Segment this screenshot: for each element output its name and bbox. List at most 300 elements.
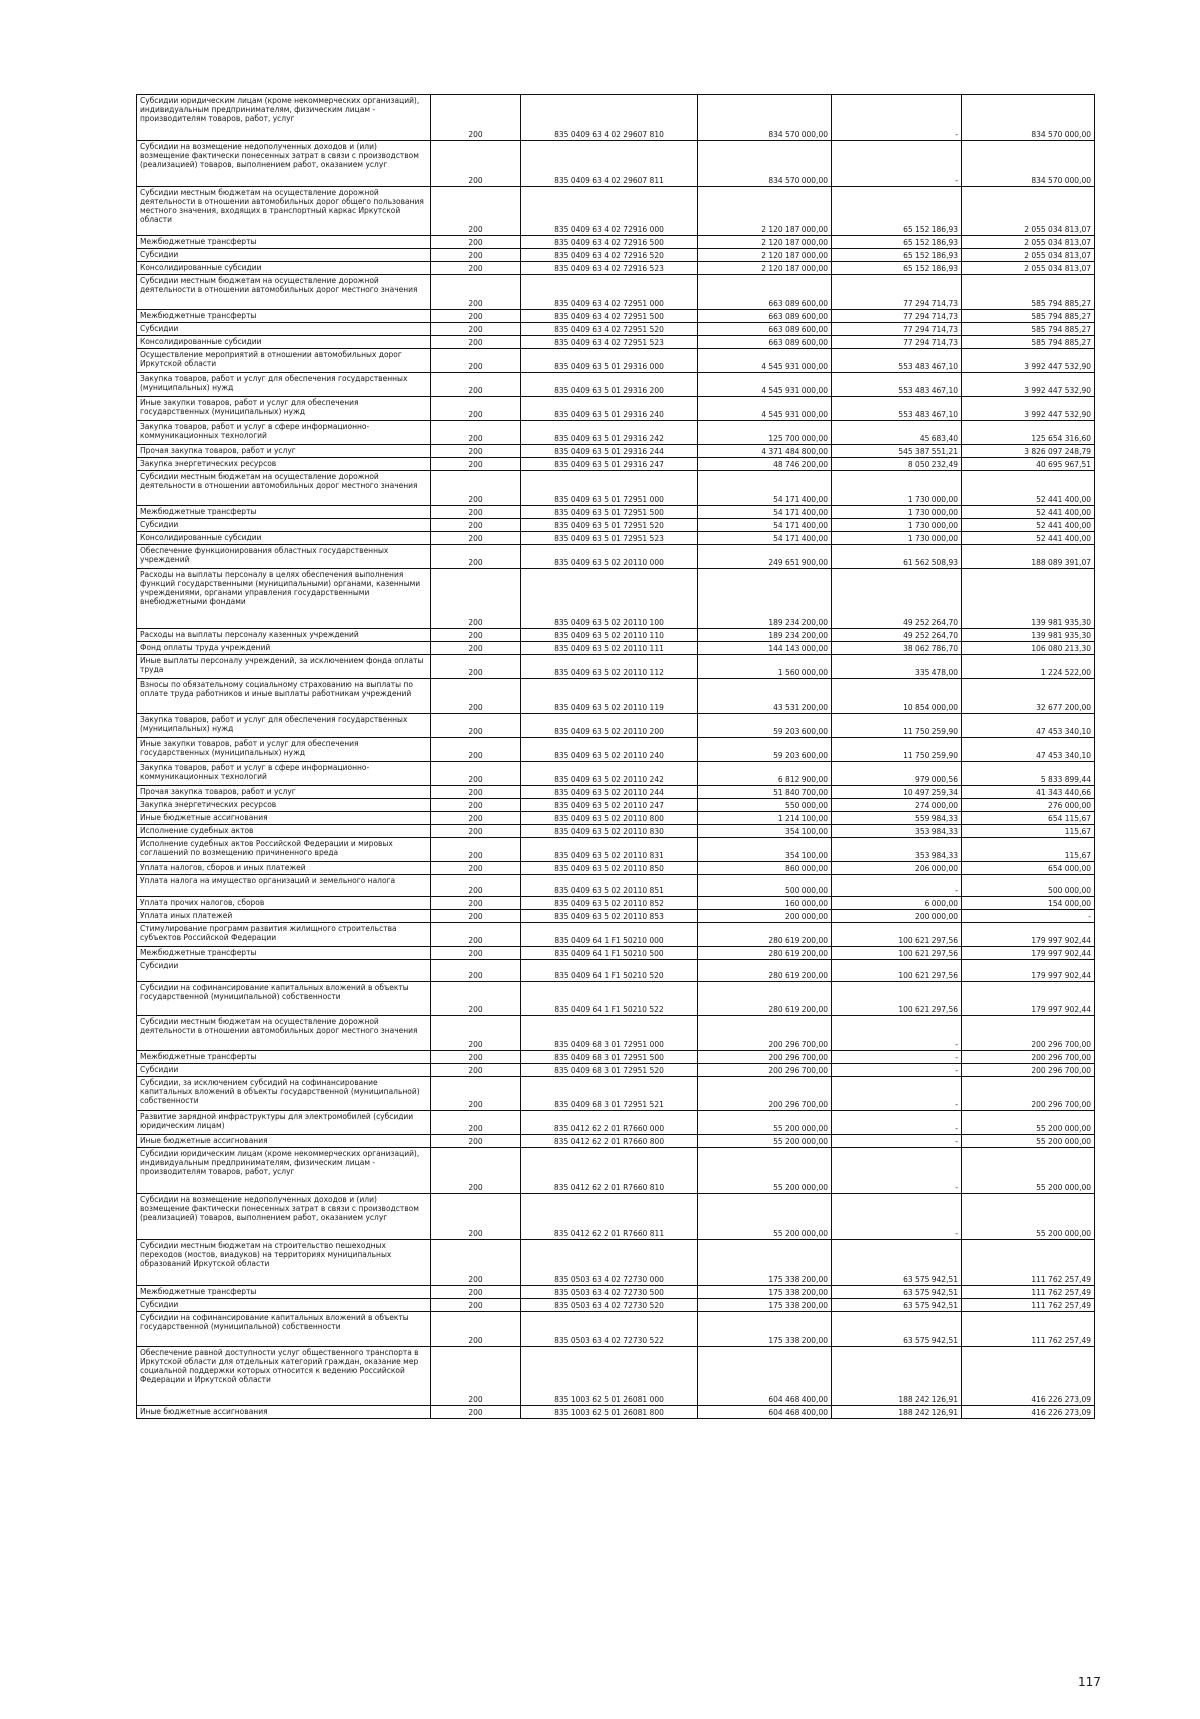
row-approved-amount: 2 120 187 000,00 <box>698 236 832 249</box>
row-code: 200 <box>431 336 521 349</box>
row-code: 200 <box>431 458 521 471</box>
row-code: 200 <box>431 1064 521 1077</box>
row-approved-amount: 200 296 700,00 <box>698 1016 832 1051</box>
row-budget-classification: 835 0409 63 5 02 20110 100 <box>521 569 698 629</box>
row-budget-classification: 835 0409 63 5 01 29316 000 <box>521 349 698 373</box>
row-name: Осуществление мероприятий в отношении автомобильных дорог Иркутской области <box>137 349 431 373</box>
row-name: Расходы на выплаты персоналу казенных учреждений <box>137 629 431 642</box>
table-row <box>137 1077 1095 1111</box>
row-budget-classification: 835 0412 62 2 01 R7660 800 <box>521 1135 698 1148</box>
table-row <box>137 349 1095 373</box>
row-remaining-amount: 115,67 <box>962 825 1095 838</box>
table-row <box>137 655 1095 679</box>
row-executed-amount: 11 750 259,90 <box>832 714 962 738</box>
row-name: Субсидии на возмещение недополученных доходов и (или) возмещение фактически понесенных затрат в связи с производством (реализацией) товаров, выполнением работ, оказанием услуг <box>137 1194 431 1240</box>
row-approved-amount: 59 203 600,00 <box>698 714 832 738</box>
row-remaining-amount: 139 981 935,30 <box>962 569 1095 629</box>
row-approved-amount: 55 200 000,00 <box>698 1194 832 1240</box>
row-budget-classification: 835 0409 63 5 01 72951 520 <box>521 519 698 532</box>
row-remaining-amount: 55 200 000,00 <box>962 1135 1095 1148</box>
row-code: 200 <box>431 923 521 947</box>
row-executed-amount: - <box>832 875 962 897</box>
row-code: 200 <box>431 1077 521 1111</box>
row-budget-classification: 835 1003 62 5 01 26081 000 <box>521 1347 698 1406</box>
table-row <box>137 506 1095 519</box>
row-budget-classification: 835 0409 63 5 02 20110 850 <box>521 862 698 875</box>
row-code: 200 <box>431 786 521 799</box>
row-approved-amount: 55 200 000,00 <box>698 1135 832 1148</box>
table-row <box>137 910 1095 923</box>
row-approved-amount: 1 214 100,00 <box>698 812 832 825</box>
row-code: 200 <box>431 1406 521 1419</box>
table-row <box>137 1240 1095 1286</box>
table-row <box>137 982 1095 1016</box>
row-approved-amount: 189 234 200,00 <box>698 569 832 629</box>
row-remaining-amount: 55 200 000,00 <box>962 1148 1095 1194</box>
row-name: Расходы на выплаты персоналу в целях обеспечения выполнения функций государственными (муниципальными) органами, казенными учреждениями, органами управления государственными внебюджетными фондами <box>137 569 431 629</box>
row-executed-amount: 63 575 942,51 <box>832 1286 962 1299</box>
row-approved-amount: 663 089 600,00 <box>698 323 832 336</box>
row-remaining-amount: 834 570 000,00 <box>962 95 1095 141</box>
row-name: Межбюджетные трансферты <box>137 1286 431 1299</box>
row-executed-amount: - <box>832 95 962 141</box>
row-code: 200 <box>431 532 521 545</box>
row-remaining-amount: 200 296 700,00 <box>962 1064 1095 1077</box>
table-row <box>137 786 1095 799</box>
table-row <box>137 1312 1095 1347</box>
table-row <box>137 323 1095 336</box>
row-code: 200 <box>431 1016 521 1051</box>
row-approved-amount: 200 296 700,00 <box>698 1051 832 1064</box>
row-budget-classification: 835 0409 63 5 02 20110 244 <box>521 786 698 799</box>
row-approved-amount: 51 840 700,00 <box>698 786 832 799</box>
row-executed-amount: 274 000,00 <box>832 799 962 812</box>
row-budget-classification: 835 0409 63 5 01 72951 000 <box>521 471 698 506</box>
row-name: Субсидии <box>137 249 431 262</box>
row-approved-amount: 280 619 200,00 <box>698 947 832 960</box>
row-remaining-amount: 125 654 316,60 <box>962 421 1095 445</box>
row-executed-amount: 206 000,00 <box>832 862 962 875</box>
row-executed-amount: 10 497 259,34 <box>832 786 962 799</box>
row-name: Субсидии местным бюджетам на осуществление дорожной деятельности в отношении автомобильных дорог местного значения <box>137 471 431 506</box>
row-approved-amount: 834 570 000,00 <box>698 141 832 187</box>
row-budget-classification: 835 0409 64 1 F1 50210 000 <box>521 923 698 947</box>
row-name: Закупка энергетических ресурсов <box>137 458 431 471</box>
row-code: 200 <box>431 1286 521 1299</box>
page-number: 117 <box>1078 1675 1101 1689</box>
row-budget-classification: 835 0409 63 5 01 29316 200 <box>521 373 698 397</box>
row-code: 200 <box>431 545 521 569</box>
row-approved-amount: 2 120 187 000,00 <box>698 249 832 262</box>
row-name: Межбюджетные трансферты <box>137 236 431 249</box>
row-name: Стимулирование программ развития жилищного строительства субъектов Российской Федерации <box>137 923 431 947</box>
row-executed-amount: 65 152 186,93 <box>832 249 962 262</box>
row-budget-classification: 835 0409 63 5 02 20110 112 <box>521 655 698 679</box>
row-budget-classification: 835 0409 63 5 02 20110 242 <box>521 762 698 786</box>
row-name: Субсидии местным бюджетам на строительство пешеходных переходов (мостов, виадуков) на территориях муниципальных образований Иркутской области <box>137 1240 431 1286</box>
row-remaining-amount: 111 762 257,49 <box>962 1286 1095 1299</box>
row-name: Иные выплаты персоналу учреждений, за исключением фонда оплаты труда <box>137 655 431 679</box>
row-remaining-amount: 179 997 902,44 <box>962 960 1095 982</box>
row-remaining-amount: 585 794 885,27 <box>962 336 1095 349</box>
row-remaining-amount: 5 833 899,44 <box>962 762 1095 786</box>
row-name: Субсидии <box>137 1064 431 1077</box>
row-remaining-amount: 111 762 257,49 <box>962 1312 1095 1347</box>
row-name: Уплата налога на имущество организаций и земельного налога <box>137 875 431 897</box>
row-code: 200 <box>431 506 521 519</box>
row-code: 200 <box>431 1194 521 1240</box>
row-approved-amount: 834 570 000,00 <box>698 95 832 141</box>
row-remaining-amount: 834 570 000,00 <box>962 141 1095 187</box>
row-approved-amount: 200 000,00 <box>698 910 832 923</box>
row-budget-classification: 835 0409 68 3 01 72951 520 <box>521 1064 698 1077</box>
row-approved-amount: 160 000,00 <box>698 897 832 910</box>
row-remaining-amount: 2 055 034 813,07 <box>962 187 1095 236</box>
row-budget-classification: 835 0409 64 1 F1 50210 500 <box>521 947 698 960</box>
table-row <box>137 738 1095 762</box>
row-approved-amount: 550 000,00 <box>698 799 832 812</box>
table-row <box>137 519 1095 532</box>
row-budget-classification: 835 0409 63 4 02 72916 000 <box>521 187 698 236</box>
table-row <box>137 1051 1095 1064</box>
row-executed-amount: 77 294 714,73 <box>832 336 962 349</box>
table-row <box>137 762 1095 786</box>
row-budget-classification: 835 0409 64 1 F1 50210 522 <box>521 982 698 1016</box>
row-code: 200 <box>431 655 521 679</box>
row-approved-amount: 48 746 200,00 <box>698 458 832 471</box>
table-row <box>137 95 1095 141</box>
row-executed-amount: - <box>832 1194 962 1240</box>
row-remaining-amount: 47 453 340,10 <box>962 738 1095 762</box>
table-row <box>137 897 1095 910</box>
row-budget-classification: 835 0409 63 4 02 72916 520 <box>521 249 698 262</box>
row-code: 200 <box>431 910 521 923</box>
row-executed-amount: 979 000,56 <box>832 762 962 786</box>
row-name: Субсидии юридическим лицам (кроме некоммерческих организаций), индивидуальным предпринимателям, физическим лицам - производителям товаров, работ, услуг <box>137 95 431 141</box>
row-budget-classification: 835 1003 62 5 01 26081 800 <box>521 1406 698 1419</box>
table-row <box>137 642 1095 655</box>
row-approved-amount: 354 100,00 <box>698 825 832 838</box>
row-code: 200 <box>431 799 521 812</box>
row-executed-amount: - <box>832 1077 962 1111</box>
row-budget-classification: 835 0503 63 4 02 72730 522 <box>521 1312 698 1347</box>
row-code: 200 <box>431 323 521 336</box>
table-row <box>137 812 1095 825</box>
row-approved-amount: 175 338 200,00 <box>698 1312 832 1347</box>
row-executed-amount: 559 984,33 <box>832 812 962 825</box>
row-remaining-amount: 3 826 097 248,79 <box>962 445 1095 458</box>
row-name: Консолидированные субсидии <box>137 532 431 545</box>
row-budget-classification: 835 0409 63 5 02 20110 000 <box>521 545 698 569</box>
row-code: 200 <box>431 569 521 629</box>
row-code: 200 <box>431 1051 521 1064</box>
row-approved-amount: 175 338 200,00 <box>698 1299 832 1312</box>
row-executed-amount: - <box>832 1016 962 1051</box>
row-approved-amount: 54 171 400,00 <box>698 519 832 532</box>
row-executed-amount: 10 854 000,00 <box>832 679 962 714</box>
row-code: 200 <box>431 1111 521 1135</box>
row-remaining-amount: 585 794 885,27 <box>962 323 1095 336</box>
row-budget-classification: 835 0409 63 5 02 20110 800 <box>521 812 698 825</box>
row-budget-classification: 835 0409 63 4 02 72951 500 <box>521 310 698 323</box>
row-code: 200 <box>431 275 521 310</box>
row-budget-classification: 835 0409 63 4 02 29607 810 <box>521 95 698 141</box>
row-executed-amount: - <box>832 141 962 187</box>
row-approved-amount: 4 545 931 000,00 <box>698 397 832 421</box>
row-name: Межбюджетные трансферты <box>137 310 431 323</box>
table-row <box>137 1135 1095 1148</box>
row-approved-amount: 4 545 931 000,00 <box>698 349 832 373</box>
row-remaining-amount: 276 000,00 <box>962 799 1095 812</box>
row-executed-amount: 11 750 259,90 <box>832 738 962 762</box>
row-budget-classification: 835 0412 62 2 01 R7660 810 <box>521 1148 698 1194</box>
table-row <box>137 310 1095 323</box>
row-executed-amount: 353 984,33 <box>832 838 962 862</box>
row-name: Иные бюджетные ассигнования <box>137 1135 431 1148</box>
row-name: Уплата налогов, сборов и иных платежей <box>137 862 431 875</box>
row-code: 200 <box>431 236 521 249</box>
row-code: 200 <box>431 1240 521 1286</box>
row-executed-amount: 77 294 714,73 <box>832 323 962 336</box>
row-code: 200 <box>431 714 521 738</box>
row-executed-amount: 1 730 000,00 <box>832 471 962 506</box>
row-code: 200 <box>431 397 521 421</box>
row-approved-amount: 1 560 000,00 <box>698 655 832 679</box>
table-row <box>137 862 1095 875</box>
table-row <box>137 1299 1095 1312</box>
row-budget-classification: 835 0412 62 2 01 R7660 000 <box>521 1111 698 1135</box>
table-row <box>137 1286 1095 1299</box>
row-code: 200 <box>431 738 521 762</box>
row-name: Закупка товаров, работ и услуг для обеспечения государственных (муниципальных) нужд <box>137 714 431 738</box>
row-remaining-amount: 3 992 447 532,90 <box>962 373 1095 397</box>
row-budget-classification: 835 0409 63 5 02 20110 110 <box>521 629 698 642</box>
row-budget-classification: 835 0409 63 4 02 72951 520 <box>521 323 698 336</box>
row-executed-amount: 553 483 467,10 <box>832 397 962 421</box>
row-code: 200 <box>431 1312 521 1347</box>
row-name: Субсидии на софинансирование капитальных вложений в объекты государственной (муниципальной) собственности <box>137 982 431 1016</box>
row-approved-amount: 860 000,00 <box>698 862 832 875</box>
row-executed-amount: 6 000,00 <box>832 897 962 910</box>
table-row <box>137 397 1095 421</box>
table-row <box>137 421 1095 445</box>
row-name: Взносы по обязательному социальному страхованию на выплаты по оплате труда работников и иные выплаты работникам учреждений <box>137 679 431 714</box>
row-name: Прочая закупка товаров, работ и услуг <box>137 445 431 458</box>
row-executed-amount: 49 252 264,70 <box>832 569 962 629</box>
row-budget-classification: 835 0409 63 5 02 20110 852 <box>521 897 698 910</box>
row-approved-amount: 189 234 200,00 <box>698 629 832 642</box>
row-budget-classification: 835 0409 63 5 02 20110 830 <box>521 825 698 838</box>
table-row <box>137 1148 1095 1194</box>
row-remaining-amount: 40 695 967,51 <box>962 458 1095 471</box>
row-executed-amount: - <box>832 1148 962 1194</box>
table-row <box>137 629 1095 642</box>
row-budget-classification: 835 0409 64 1 F1 50210 520 <box>521 960 698 982</box>
row-code: 200 <box>431 679 521 714</box>
row-name: Субсидии на возмещение недополученных доходов и (или) возмещение фактически понесенных затрат в связи с производством (реализацией) товаров, выполнением работ, оказанием услуг <box>137 141 431 187</box>
row-code: 200 <box>431 519 521 532</box>
row-code: 200 <box>431 141 521 187</box>
row-budget-classification: 835 0409 63 5 02 20110 831 <box>521 838 698 862</box>
row-code: 200 <box>431 471 521 506</box>
row-code: 200 <box>431 642 521 655</box>
row-approved-amount: 4 371 484 800,00 <box>698 445 832 458</box>
row-approved-amount: 280 619 200,00 <box>698 960 832 982</box>
row-name: Субсидии на софинансирование капитальных вложений в объекты государственной (муниципальной) собственности <box>137 1312 431 1347</box>
row-remaining-amount: 179 997 902,44 <box>962 923 1095 947</box>
row-code: 200 <box>431 875 521 897</box>
row-executed-amount: 61 562 508,93 <box>832 545 962 569</box>
row-remaining-amount: - <box>962 910 1095 923</box>
row-code: 200 <box>431 95 521 141</box>
row-remaining-amount: 416 226 273,09 <box>962 1347 1095 1406</box>
row-budget-classification: 835 0409 63 5 02 20110 247 <box>521 799 698 812</box>
row-code: 200 <box>431 838 521 862</box>
table-row <box>137 141 1095 187</box>
row-approved-amount: 604 468 400,00 <box>698 1406 832 1419</box>
row-executed-amount: 38 062 786,70 <box>832 642 962 655</box>
row-remaining-amount: 111 762 257,49 <box>962 1240 1095 1286</box>
row-approved-amount: 280 619 200,00 <box>698 923 832 947</box>
row-code: 200 <box>431 262 521 275</box>
row-approved-amount: 663 089 600,00 <box>698 336 832 349</box>
row-approved-amount: 200 296 700,00 <box>698 1064 832 1077</box>
row-remaining-amount: 179 997 902,44 <box>962 982 1095 1016</box>
row-approved-amount: 175 338 200,00 <box>698 1286 832 1299</box>
row-code: 200 <box>431 762 521 786</box>
table-row <box>137 1194 1095 1240</box>
row-remaining-amount: 2 055 034 813,07 <box>962 236 1095 249</box>
row-name: Субсидии <box>137 323 431 336</box>
row-name: Субсидии юридическим лицам (кроме некоммерческих организаций), индивидуальным предпринимателям, физическим лицам - производителям товаров, работ, услуг <box>137 1148 431 1194</box>
row-executed-amount: - <box>832 1051 962 1064</box>
row-code: 200 <box>431 825 521 838</box>
row-remaining-amount: 585 794 885,27 <box>962 310 1095 323</box>
row-name: Межбюджетные трансферты <box>137 506 431 519</box>
row-remaining-amount: 2 055 034 813,07 <box>962 249 1095 262</box>
row-remaining-amount: 654 000,00 <box>962 862 1095 875</box>
table-row <box>137 1406 1095 1419</box>
row-executed-amount: 63 575 942,51 <box>832 1312 962 1347</box>
row-budget-classification: 835 0409 63 5 01 29316 242 <box>521 421 698 445</box>
row-budget-classification: 835 0409 68 3 01 72951 521 <box>521 1077 698 1111</box>
row-executed-amount: 1 730 000,00 <box>832 532 962 545</box>
row-executed-amount: 553 483 467,10 <box>832 373 962 397</box>
row-remaining-amount: 106 080 213,30 <box>962 642 1095 655</box>
row-remaining-amount: 3 992 447 532,90 <box>962 397 1095 421</box>
row-name: Уплата иных платежей <box>137 910 431 923</box>
row-remaining-amount: 3 992 447 532,90 <box>962 349 1095 373</box>
row-executed-amount: 77 294 714,73 <box>832 310 962 323</box>
table-row <box>137 336 1095 349</box>
row-name: Прочая закупка товаров, работ и услуг <box>137 786 431 799</box>
row-approved-amount: 354 100,00 <box>698 838 832 862</box>
row-remaining-amount: 416 226 273,09 <box>962 1406 1095 1419</box>
row-executed-amount: 63 575 942,51 <box>832 1299 962 1312</box>
row-approved-amount: 4 545 931 000,00 <box>698 373 832 397</box>
row-name: Обеспечение функционирования областных государственных учреждений <box>137 545 431 569</box>
row-executed-amount: 45 683,40 <box>832 421 962 445</box>
row-name: Закупка энергетических ресурсов <box>137 799 431 812</box>
row-code: 200 <box>431 1347 521 1406</box>
row-executed-amount: 1 730 000,00 <box>832 519 962 532</box>
row-name: Субсидии <box>137 960 431 982</box>
row-budget-classification: 835 0503 63 4 02 72730 520 <box>521 1299 698 1312</box>
budget-execution-table <box>136 94 1095 1419</box>
row-name: Закупка товаров, работ и услуг в сфере информационно-коммуникационных технологий <box>137 421 431 445</box>
row-approved-amount: 55 200 000,00 <box>698 1148 832 1194</box>
row-approved-amount: 604 468 400,00 <box>698 1347 832 1406</box>
row-remaining-amount: 115,67 <box>962 838 1095 862</box>
row-executed-amount: 100 621 297,56 <box>832 960 962 982</box>
row-executed-amount: 65 152 186,93 <box>832 187 962 236</box>
row-remaining-amount: 55 200 000,00 <box>962 1111 1095 1135</box>
row-approved-amount: 663 089 600,00 <box>698 275 832 310</box>
row-code: 200 <box>431 897 521 910</box>
row-name: Исполнение судебных актов Российской Федерации и мировых соглашений по возмещению причиненного вреда <box>137 838 431 862</box>
row-name: Субсидии <box>137 1299 431 1312</box>
row-code: 200 <box>431 982 521 1016</box>
row-name: Субсидии, за исключением субсидий на софинансирование капитальных вложений в объекты государственной (муниципальной) собственности <box>137 1077 431 1111</box>
row-name: Консолидированные субсидии <box>137 336 431 349</box>
row-executed-amount: 553 483 467,10 <box>832 349 962 373</box>
table-row <box>137 445 1095 458</box>
row-code: 200 <box>431 445 521 458</box>
row-executed-amount: 335 478,00 <box>832 655 962 679</box>
row-approved-amount: 59 203 600,00 <box>698 738 832 762</box>
row-remaining-amount: 52 441 400,00 <box>962 532 1095 545</box>
table-row <box>137 1064 1095 1077</box>
row-code: 200 <box>431 862 521 875</box>
row-executed-amount: - <box>832 1135 962 1148</box>
row-executed-amount: 353 984,33 <box>832 825 962 838</box>
row-name: Межбюджетные трансферты <box>137 1051 431 1064</box>
row-name: Иные закупки товаров, работ и услуг для обеспечения государственных (муниципальных) нужд <box>137 738 431 762</box>
table-row <box>137 923 1095 947</box>
row-budget-classification: 835 0409 63 5 01 29316 247 <box>521 458 698 471</box>
row-budget-classification: 835 0409 63 5 02 20110 851 <box>521 875 698 897</box>
row-remaining-amount: 585 794 885,27 <box>962 275 1095 310</box>
row-name: Обеспечение равной доступности услуг общественного транспорта в Иркутской области для отдельных категорий граждан, оказание мер социальной поддержки которых относится к ведению Российской Федерации и Иркутской области <box>137 1347 431 1406</box>
row-remaining-amount: 154 000,00 <box>962 897 1095 910</box>
row-executed-amount: - <box>832 1064 962 1077</box>
row-budget-classification: 835 0409 63 5 02 20110 240 <box>521 738 698 762</box>
table-row <box>137 458 1095 471</box>
row-name: Субсидии <box>137 519 431 532</box>
row-budget-classification: 835 0409 63 4 02 29607 811 <box>521 141 698 187</box>
row-approved-amount: 55 200 000,00 <box>698 1111 832 1135</box>
row-remaining-amount: 500 000,00 <box>962 875 1095 897</box>
row-executed-amount: 200 000,00 <box>832 910 962 923</box>
row-remaining-amount: 654 115,67 <box>962 812 1095 825</box>
row-remaining-amount: 1 224 522,00 <box>962 655 1095 679</box>
row-approved-amount: 280 619 200,00 <box>698 982 832 1016</box>
row-approved-amount: 54 171 400,00 <box>698 532 832 545</box>
row-executed-amount: 63 575 942,51 <box>832 1240 962 1286</box>
row-code: 200 <box>431 812 521 825</box>
row-approved-amount: 249 651 900,00 <box>698 545 832 569</box>
row-approved-amount: 54 171 400,00 <box>698 506 832 519</box>
row-code: 200 <box>431 249 521 262</box>
row-executed-amount: - <box>832 1111 962 1135</box>
row-executed-amount: 188 242 126,91 <box>832 1347 962 1406</box>
row-name: Развитие зарядной инфраструктуры для электромобилей (субсидии юридическим лицам) <box>137 1111 431 1135</box>
row-executed-amount: 100 621 297,56 <box>832 982 962 1016</box>
row-executed-amount: 49 252 264,70 <box>832 629 962 642</box>
row-name: Иные бюджетные ассигнования <box>137 1406 431 1419</box>
row-remaining-amount: 188 089 391,07 <box>962 545 1095 569</box>
row-code: 200 <box>431 1135 521 1148</box>
